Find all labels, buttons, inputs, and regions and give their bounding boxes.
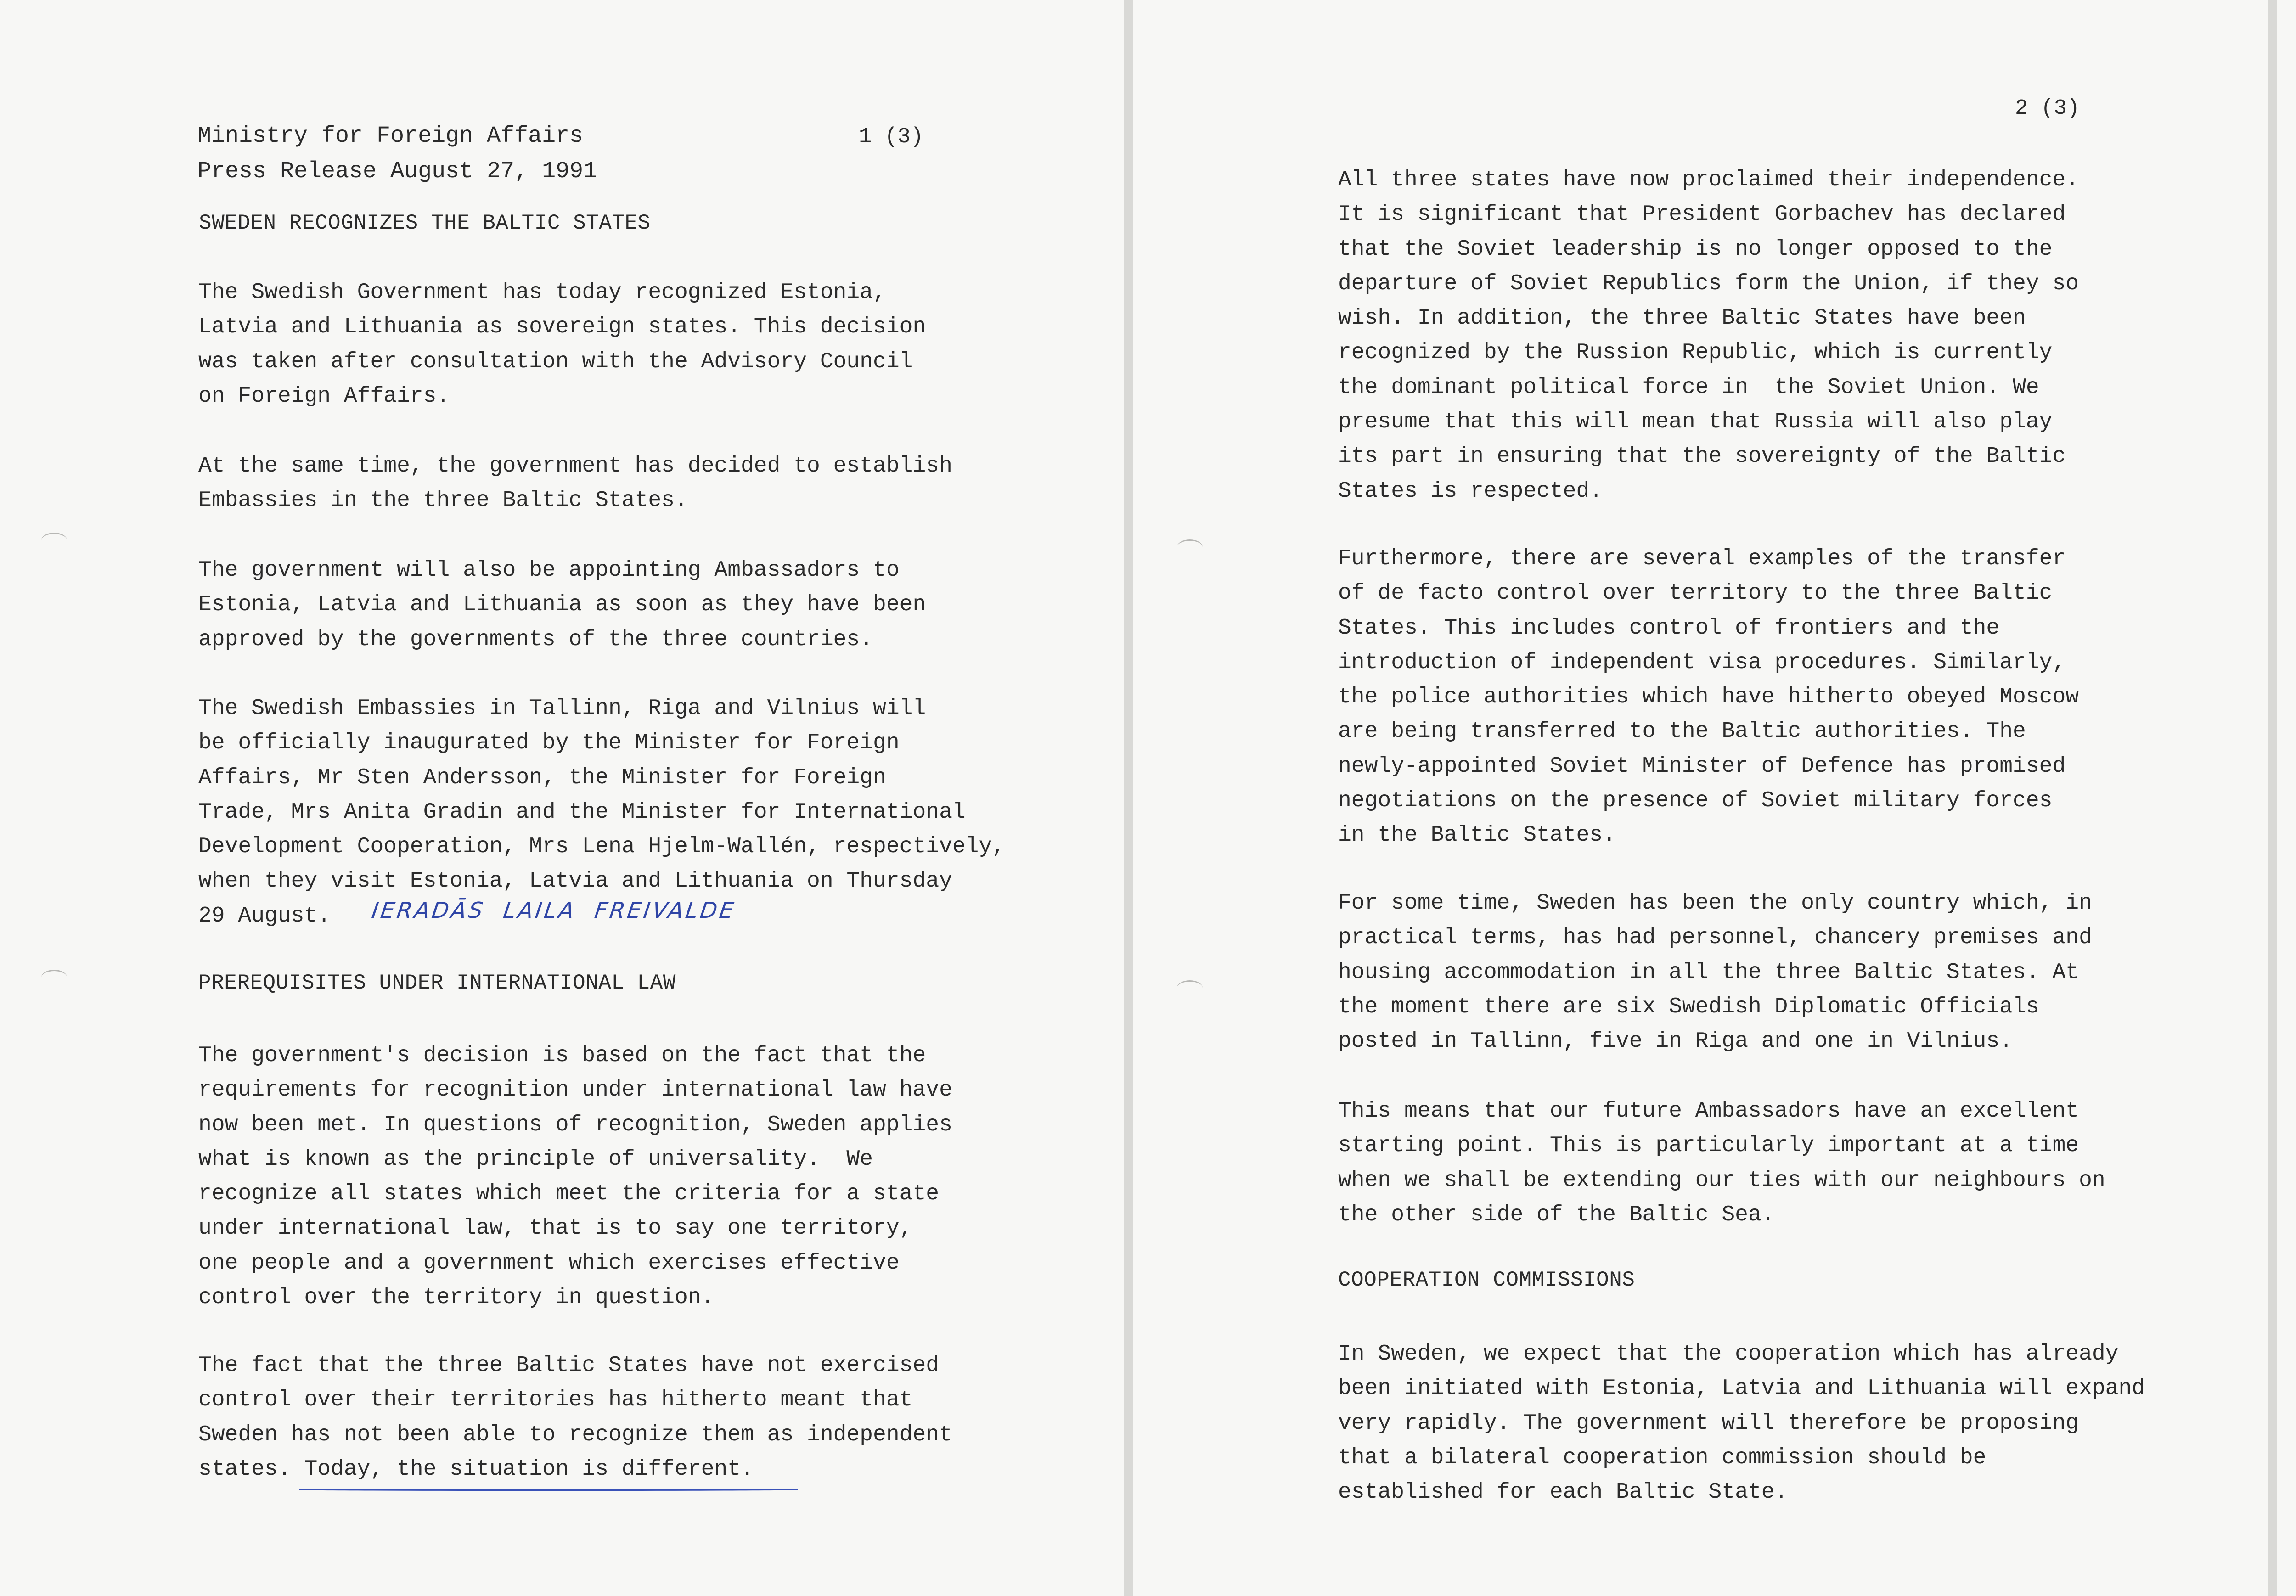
text-line: The Swedish Embassies in Tallinn, Riga and Vilnius will [198,696,926,721]
text-line: established for each Baltic State. [1338,1480,1788,1505]
text-line: posted in Tallinn, five in Riga and one in Vilnius. [1338,1029,2013,1054]
punch-hole-mark [41,970,67,985]
text-line: Estonia, Latvia and Lithuania as soon as they have been [198,592,926,618]
text-line: what is known as the principle of universality. We [198,1146,873,1172]
text-line: It is significant that President Gorbachev has declared [1338,202,2066,227]
text-line: Furthermore, there are several examples of the transfer [1338,546,2066,571]
text-line: starting point. This is particularly important at a time [1338,1133,2079,1158]
text-line: now been met. In questions of recognition, Sweden applies [198,1112,952,1137]
text-line: was taken after consultation with the Advisory Council [198,349,913,374]
page-number: 2 (3) [2015,96,2080,121]
text-line: that a bilateral cooperation commission should be [1338,1445,1986,1470]
page-3 [2277,0,2296,1596]
punch-hole-mark [1177,980,1203,995]
text-line: presume that this will mean that Russia will also play [1338,410,2053,435]
text-line: control over their territories has hitherto meant that [198,1388,913,1413]
text-line: practical terms, has had personnel, chancery premises and [1338,925,2092,950]
text-line: the other side of the Baltic Sea. [1338,1202,1775,1227]
page-1 [0,0,1124,1596]
text-line: The Swedish Government has today recognized Estonia, [198,280,886,305]
text-line: All three states have now proclaimed their independence. [1338,168,2079,192]
text-line: be officially inaugurated by the Minister for Foreign [198,731,900,756]
text-line: states. Today, the situation is different. [198,1456,754,1482]
text-line: the police authorities which have hitherto obeyed Moscow [1338,685,2079,710]
text-line: the dominant political force in the Soviet Union. We [1338,375,2039,400]
text-line: 29 August. [198,903,331,928]
section-heading-international-law: PREREQUISITES UNDER INTERNATIONAL LAW [198,971,676,995]
text-line: that the Soviet leadership is no longer opposed to the [1338,236,2053,262]
text-line: under international law, that is to say one territory, [198,1216,913,1241]
text-line: housing accommodation in all the three Baltic States. At [1338,960,2079,985]
paragraph-6 [198,1349,952,1487]
paragraph-5 [198,1039,952,1315]
text-line: control over the territory in question. [198,1285,715,1310]
text-line: of de facto control over territory to the three Baltic [1338,581,2053,606]
text-line: introduction of independent visa procedures. Similarly, [1338,650,2066,675]
page-number: 1 (3) [859,125,924,149]
text-line: Affairs, Mr Sten Andersson, the Minister for Foreign [198,765,886,790]
text-line: approved by the governments of the three countries. [198,627,873,652]
text-line: At the same time, the government has decided to establish [198,454,952,478]
text-line: Sweden has not been able to recognize them as independent [198,1422,952,1447]
text-line: negotiations on the presence of Soviet military forces [1338,788,2053,814]
punch-hole-mark [41,533,67,548]
press-release-date: Press Release August 27, 1991 [197,158,597,185]
text-line: very rapidly. The government will therefore be proposing [1338,1411,2079,1436]
page-2 [1133,0,2268,1596]
text-line: one people and a government which exercises effective [198,1250,900,1276]
text-line: In Sweden, we expect that the cooperation which has already [1338,1342,2119,1366]
text-line: States. This includes control of frontiers and the [1338,615,2000,641]
text-line: The government's decision is based on the fact that the [198,1043,926,1068]
ink-underline [299,1489,798,1491]
text-line: are being transferred to the Baltic authorities. The [1338,719,2026,744]
text-line: wish. In addition, the three Baltic States have been [1338,306,2026,331]
text-line: recognized by the Russion Republic, which is currently [1338,340,2053,365]
text-line: Development Cooperation, Mrs Lena Hjelm-Wallén, respectively, [198,834,1006,860]
text-line: on Foreign Affairs. [198,383,450,409]
text-line: its part in ensuring that the sovereignty of the Baltic [1338,444,2066,469]
text-line: departure of Soviet Republics form the Union, if they so [1338,271,2079,296]
text-line: the moment there are six Swedish Diplomatic Officials [1338,994,2039,1019]
text-line: Trade, Mrs Anita Gradin and the Minister for International [198,799,966,825]
paragraph-3 [1338,886,2092,1059]
text-line: in the Baltic States. [1338,823,1616,848]
text-line: newly-appointed Soviet Minister of Defence has promised [1338,753,2066,779]
text-line: when we shall be extending our ties with our neighbours on [1338,1168,2105,1193]
text-line: Latvia and Lithuania as sovereign states. This decision [198,315,926,340]
paragraph-2 [1338,542,2079,853]
text-line: This means that our future Ambassadors have an excellent [1338,1099,2079,1124]
paragraph-1 [198,275,926,414]
paragraph-5 [1338,1337,2145,1510]
paragraph-2 [198,449,952,518]
text-line: Embassies in the three Baltic States. [198,488,688,513]
text-line: when they visit Estonia, Latvia and Lithuania on Thursday [198,869,952,894]
text-line: The fact that the three Baltic States have not exercised [198,1353,940,1378]
punch-hole-mark [1177,539,1203,555]
paragraph-1 [1338,163,2079,509]
text-line: For some time, Sweden has been the only country which, in [1338,891,2092,916]
text-line: States is respected. [1338,478,1603,504]
text-line: The government will also be appointing Ambassadors to [198,558,900,583]
paragraph-4 [1338,1094,2105,1232]
text-line: recognize all states which meet the criteria for a state [198,1181,940,1207]
handwritten-note: IERADĀS LAILA FREIVALDE [370,898,738,923]
ministry-header: Ministry for Foreign Affairs [197,123,584,149]
text-line: requirements for recognition under international law have [198,1078,952,1103]
document-title: SWEDEN RECOGNIZES THE BALTIC STATES [199,211,651,235]
text-line: been initiated with Estonia, Latvia and Lithuania will expand [1338,1376,2145,1401]
section-heading-cooperation-commissions: COOPERATION COMMISSIONS [1338,1268,1635,1292]
paragraph-3 [198,553,926,657]
